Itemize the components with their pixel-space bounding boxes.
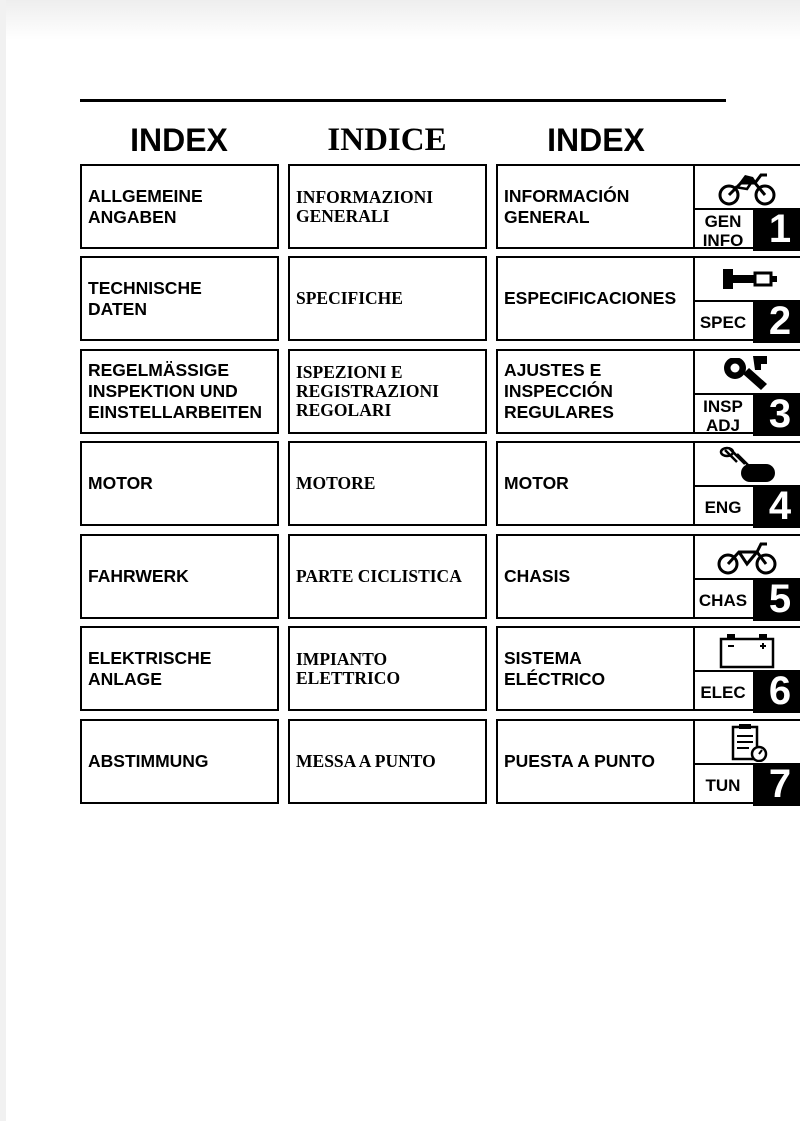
section-cell-german[interactable] (80, 349, 279, 434)
section-code-text: SPEC (699, 313, 747, 332)
section-number: 7 (755, 763, 800, 806)
section-cell-german-text: ABSTIMMUNG (88, 751, 209, 771)
heading-spanish: INDEX (547, 122, 645, 158)
page-top-shade (0, 0, 800, 40)
section-number: 6 (755, 670, 800, 713)
section-code-text: ENG (704, 498, 742, 517)
section-cell-german[interactable] (80, 534, 279, 619)
wrench-icon (715, 354, 779, 392)
section-cell-italian-text: MESSA A PUNTO (296, 751, 436, 771)
section-cell-spanish[interactable] (496, 349, 695, 434)
section-tab[interactable] (693, 256, 800, 341)
section-cell-spanish-text: PUESTA A PUNTO (504, 751, 656, 771)
section-cell-italian[interactable] (288, 534, 487, 619)
section-cell-german[interactable] (80, 626, 279, 711)
section-cell-spanish[interactable] (496, 441, 695, 526)
section-cell-italian[interactable] (288, 349, 487, 434)
section-number: 1 (755, 208, 800, 251)
section-tab[interactable] (693, 349, 800, 434)
section-cell-italian-text: INFORMAZIONI GENERALI (296, 186, 434, 226)
section-tab[interactable] (693, 719, 800, 804)
section-cell-german-text: FAHRWERK (88, 566, 189, 586)
section-number: 4 (755, 485, 800, 528)
index-row (0, 164, 800, 249)
section-cell-spanish-text: ESPECIFICACIONES (504, 288, 677, 308)
section-code-text: CHAS (698, 591, 748, 610)
section-cell-italian[interactable] (288, 719, 487, 804)
section-cell-spanish[interactable] (496, 719, 695, 804)
index-row (0, 256, 800, 341)
section-number: 5 (755, 578, 800, 621)
section-cell-german[interactable] (80, 719, 279, 804)
section-cell-italian-text: PARTE CICLISTICA (296, 566, 462, 586)
section-cell-spanish-text: MOTOR (504, 473, 569, 493)
section-cell-german-text: MOTOR (88, 473, 153, 493)
section-cell-spanish-text: SISTEMA ELÉCTRICO (504, 647, 606, 689)
heading-german: INDEX (130, 122, 228, 158)
chassis-icon (715, 539, 779, 577)
engine-icon (715, 446, 779, 484)
battery-icon (715, 631, 779, 669)
section-cell-italian[interactable] (288, 164, 487, 249)
section-cell-german[interactable] (80, 164, 279, 249)
section-tab[interactable] (693, 441, 800, 526)
section-cell-italian-text: MOTORE (296, 473, 376, 493)
section-cell-spanish[interactable] (496, 164, 695, 249)
section-number: 2 (755, 300, 800, 343)
section-cell-italian[interactable] (288, 256, 487, 341)
index-row (0, 534, 800, 619)
section-tab[interactable] (693, 534, 800, 619)
section-cell-german[interactable] (80, 256, 279, 341)
section-cell-italian-text: ISPEZIONI E REGISTRAZIONI REGOLARI (296, 362, 439, 420)
section-code (693, 485, 755, 528)
section-cell-italian[interactable] (288, 626, 487, 711)
section-cell-german-text: ALLGEMEINE ANGABEN (88, 185, 203, 227)
index-row (0, 626, 800, 711)
section-cell-spanish-text: CHASIS (504, 566, 571, 586)
section-code (693, 763, 755, 806)
caliper-icon (715, 261, 779, 299)
clipboard-gauge-icon (715, 724, 779, 762)
section-cell-german-text: TECHNISCHE DATEN (88, 277, 202, 319)
section-cell-spanish-text: INFORMACIÓN GENERAL (504, 185, 630, 227)
section-cell-spanish[interactable] (496, 256, 695, 341)
section-cell-german[interactable] (80, 441, 279, 526)
index-row (0, 349, 800, 434)
section-cell-spanish[interactable] (496, 626, 695, 711)
section-number: 3 (755, 393, 800, 436)
section-code-text: ELEC (700, 683, 746, 702)
section-tab[interactable] (693, 626, 800, 711)
section-code (693, 393, 755, 436)
section-code (693, 578, 755, 621)
section-code (693, 300, 755, 343)
section-code (693, 208, 755, 251)
index-row (0, 719, 800, 804)
section-cell-italian-text: IMPIANTO ELETTRICO (296, 648, 401, 688)
section-code (693, 670, 755, 713)
section-cell-spanish-text: AJUSTES E INSPECCIÓN REGULARES (504, 360, 614, 422)
heading-italian: INDICE (327, 122, 447, 158)
section-cell-italian-text: SPECIFICHE (296, 288, 403, 308)
section-cell-german-text: REGELMÄSSIGE INSPEKTION UND EINSTELLARBEITEN (88, 360, 263, 422)
section-code-text: TUN (705, 776, 741, 795)
section-cell-spanish[interactable] (496, 534, 695, 619)
section-tab[interactable] (693, 164, 800, 249)
index-row (0, 441, 800, 526)
section-cell-italian[interactable] (288, 441, 487, 526)
section-cell-german-text: ELEKTRISCHE ANLAGE (88, 647, 212, 689)
section-code-text: INSP ADJ (703, 396, 743, 435)
top-rule (80, 99, 726, 102)
section-code-text: GEN INFO (702, 211, 744, 250)
motorcycle-icon (715, 169, 779, 207)
